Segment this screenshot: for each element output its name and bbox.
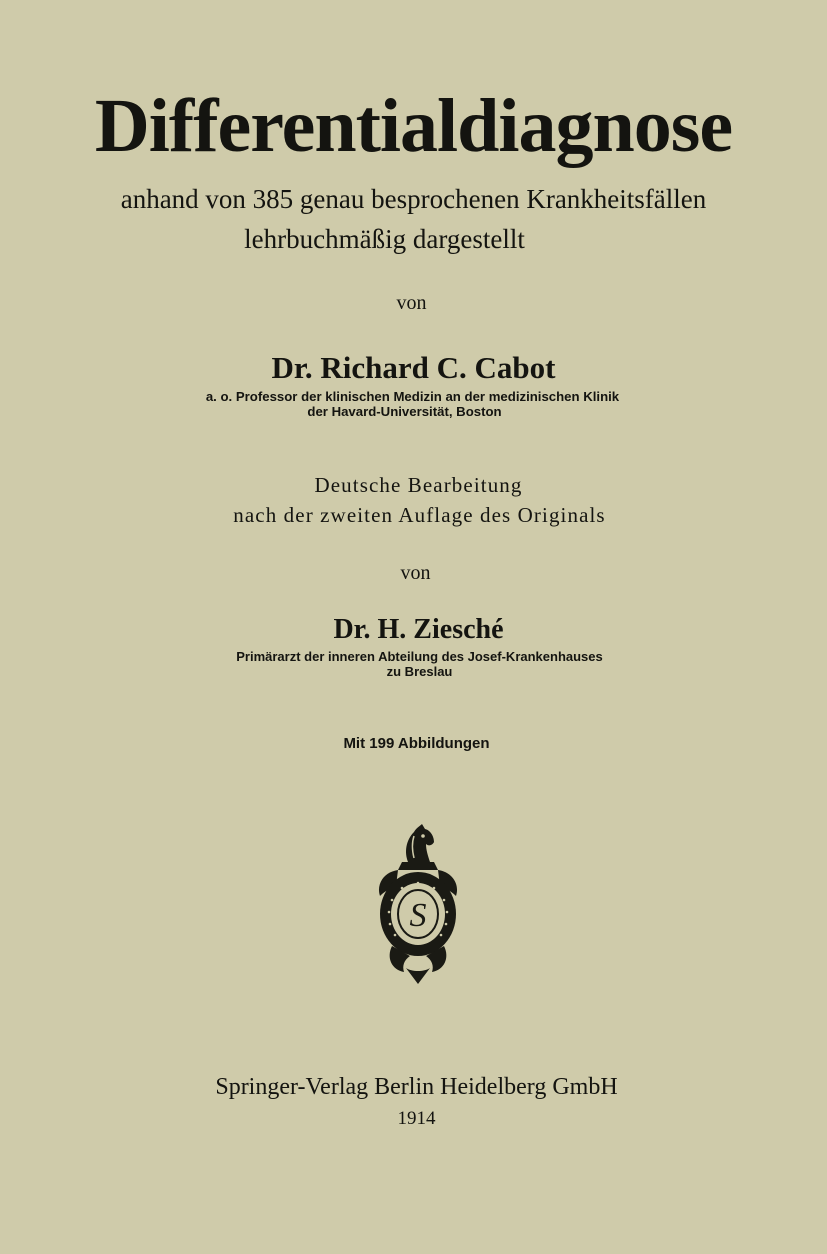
edition-line-2: nach der zweiten Auflage des Originals <box>233 503 606 527</box>
publication-year: 1914 <box>397 1108 436 1129</box>
subtitle-line-1: anhand von 385 genau besprochenen Krankheitsfällen <box>120 184 707 214</box>
author-name: Dr. Richard C. Cabot <box>271 350 556 385</box>
translator-name: Dr. H. Ziesché <box>333 614 504 645</box>
by-label-translator: von <box>400 562 431 584</box>
by-label-author: von <box>396 292 427 314</box>
translator-affiliation-line-1: Primärarzt der inneren Abteilung des Josef-Krankenhauses <box>236 649 603 664</box>
illustrations-note: Mit 199 Abbildungen <box>343 735 490 752</box>
book-title: Differentialdiagnose <box>94 84 733 168</box>
subtitle-line-2: lehrbuchmäßig dargestellt <box>244 224 525 254</box>
edition-line-1: Deutsche Bearbeitung <box>314 473 523 497</box>
author-affiliation-line-2: der Havard-Universität, Boston <box>307 404 502 419</box>
emblem-letter: S <box>409 897 427 934</box>
translator-affiliation-line-2: zu Breslau <box>386 664 453 679</box>
author-affiliation-line-1: a. o. Professor der klinischen Medizin an der medizinischen Klinik <box>205 389 620 404</box>
publisher-name: Springer-Verlag Berlin Heidelberg GmbH <box>215 1074 618 1100</box>
springer-knight-emblem-icon <box>368 822 468 987</box>
